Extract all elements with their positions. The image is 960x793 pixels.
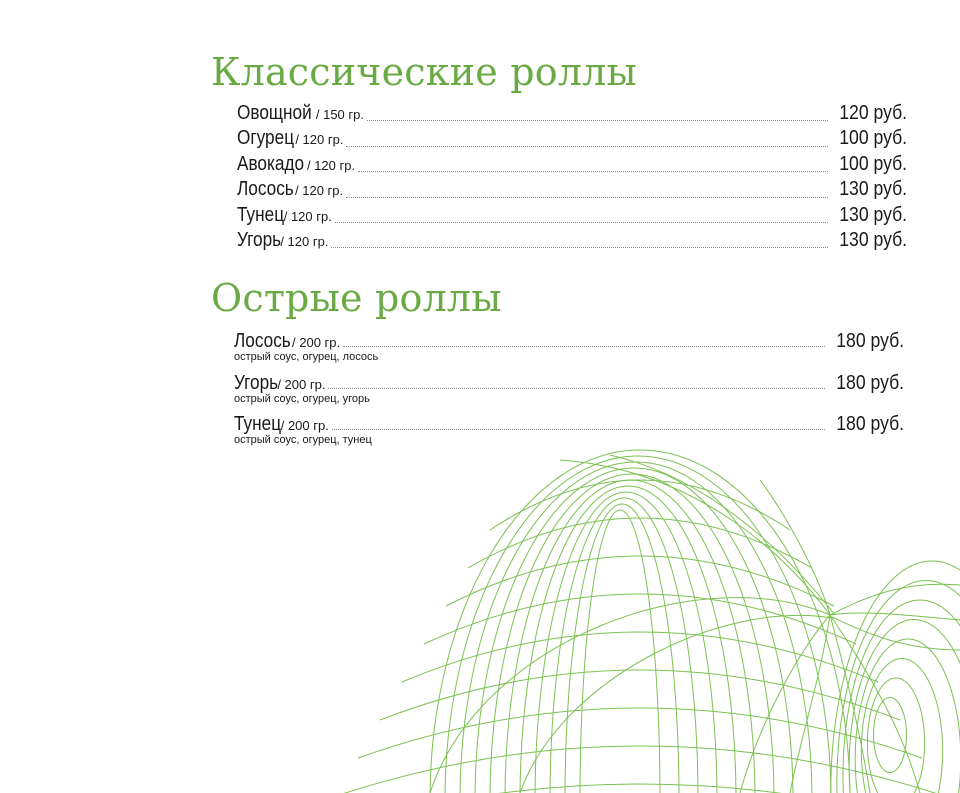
- wireframe-line: [314, 784, 960, 793]
- item-price: 130 руб.: [839, 228, 907, 251]
- item-name: Овощной: [237, 102, 312, 124]
- item-price: 180 руб.: [836, 330, 904, 352]
- item-price: 180 руб.: [836, 413, 904, 436]
- wireframe-line: [874, 698, 907, 773]
- wireframe-line: [430, 450, 850, 793]
- item-weight: / 120 гр.: [306, 157, 356, 173]
- wireframe-line: [446, 556, 834, 606]
- item-weight: / 120 гр.: [295, 183, 344, 199]
- item-name: Угорь: [234, 371, 279, 394]
- item-price: 100 руб.: [839, 127, 907, 150]
- item-weight: / 200 гр.: [292, 335, 341, 350]
- wireframe-line: [580, 510, 660, 793]
- item-weight: / 120 гр.: [280, 233, 329, 249]
- item-price: 120 руб.: [839, 102, 907, 124]
- section-title-classic-rolls: Классические роллы: [211, 50, 637, 94]
- item-name: Тунец: [237, 203, 285, 226]
- item-name: Авокадо: [237, 152, 305, 175]
- item-weight: / 200 гр.: [277, 376, 326, 392]
- wireframe-line: [740, 615, 830, 793]
- item-name: Лосось: [237, 178, 294, 201]
- wireframe-line: [832, 617, 960, 650]
- wireframe-line: [336, 746, 944, 793]
- item-weight: / 150 гр.: [315, 107, 364, 122]
- item-description: острый соус, огурец, лосось: [234, 351, 379, 363]
- item-description: острый соус, огурец, тунец: [234, 434, 372, 447]
- wireframe-line: [535, 492, 717, 793]
- wireframe-line: [445, 456, 831, 793]
- wireframe-line: [424, 594, 856, 644]
- wireframe-line: [402, 632, 878, 682]
- item-price: 130 руб.: [839, 178, 907, 201]
- section-title-spicy-rolls: Острые роллы: [211, 276, 502, 320]
- item-price: 130 руб.: [839, 203, 907, 226]
- wireframe-line: [358, 708, 922, 758]
- wireframe-line: [490, 474, 774, 793]
- wireframe-line: [855, 639, 960, 793]
- item-description: острый соус, огурец, угорь: [234, 392, 370, 405]
- item-weight: / 120 гр.: [295, 132, 344, 148]
- wireframe-line: [565, 504, 679, 793]
- item-name: Угорь: [237, 228, 282, 251]
- item-price: 180 руб.: [836, 371, 904, 394]
- wireframe-line: [830, 584, 960, 615]
- item-name: Огурец: [237, 127, 295, 150]
- wireframe-line: [760, 480, 830, 615]
- item-name: Лосось: [234, 330, 291, 352]
- item-name: Тунец: [234, 413, 282, 436]
- wireframe-line: [475, 468, 793, 793]
- item-price: 100 руб.: [839, 152, 907, 175]
- item-weight: / 120 гр.: [283, 208, 332, 224]
- item-weight: / 200 гр.: [280, 418, 329, 434]
- wireframe-line: [830, 613, 960, 620]
